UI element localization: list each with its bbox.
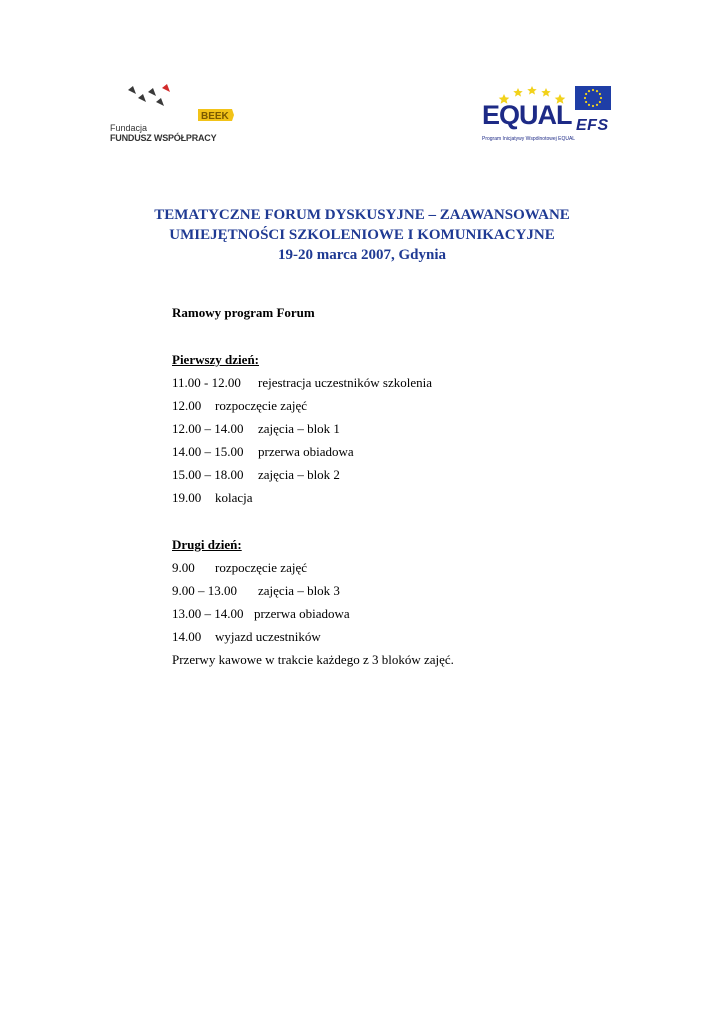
title-line-1: TEMATYCZNE FORUM DYSKUSYJNE – ZAAWANSOWANE: [154, 207, 570, 223]
schedule-row: 12.00 – 14.00 zajęcia – blok 1: [172, 421, 340, 436]
eu-flag-icon: [575, 86, 611, 110]
equal-subtitle: Program Inicjatywy Wspólnotowej EQUAL: [482, 136, 576, 142]
coffee-break-note: Przerwy kawowe w trakcie każdego z 3 bloków zajęć.: [172, 652, 454, 667]
schedule-row: 13.00 – 14.00 przerwa obiadowa: [172, 606, 350, 621]
foundation-label: Fundacja: [110, 123, 148, 133]
beek-badge-icon: [198, 108, 234, 122]
schedule-row: 19.00 kolacja: [172, 490, 253, 505]
program-heading: Ramowy program Forum: [172, 305, 315, 320]
equal-wordmark: EQUAL: [482, 100, 572, 130]
schedule-row: 14.00 wyjazd uczestników: [172, 629, 321, 644]
schedule-row: 12.00 rozpoczęcie zajęć: [172, 398, 308, 413]
foundation-name: FUNDUSZ WSPÓŁPRACY: [110, 133, 217, 143]
title-line-3: 19-20 marca 2007, Gdynia: [277, 247, 447, 263]
schedule-row: 14.00 – 15.00 przerwa obiadowa: [172, 444, 354, 459]
schedule-row: 9.00 rozpoczęcie zajęć: [172, 560, 308, 575]
efs-logo: EFS: [576, 117, 609, 134]
title-line-2: UMIEJĘTNOŚCI SZKOLENIOWE I KOMUNIKACYJNE: [169, 227, 555, 243]
document-title: [0, 205, 724, 265]
birds-logo-icon: [126, 84, 176, 112]
schedule-row: 9.00 – 13.00 zajęcia – blok 3: [172, 583, 340, 598]
day2-heading: Drugi dzień:: [172, 537, 242, 552]
day1-heading: Pierwszy dzień:: [172, 352, 260, 367]
beek-badge-text: BEEK: [201, 111, 229, 122]
equal-logo: [478, 84, 576, 146]
schedule-row: 15.00 – 18.00 zajęcia – blok 2: [172, 467, 340, 482]
schedule-row: 11.00 - 12.00 rejestracja uczestników szkolenia: [172, 375, 432, 390]
